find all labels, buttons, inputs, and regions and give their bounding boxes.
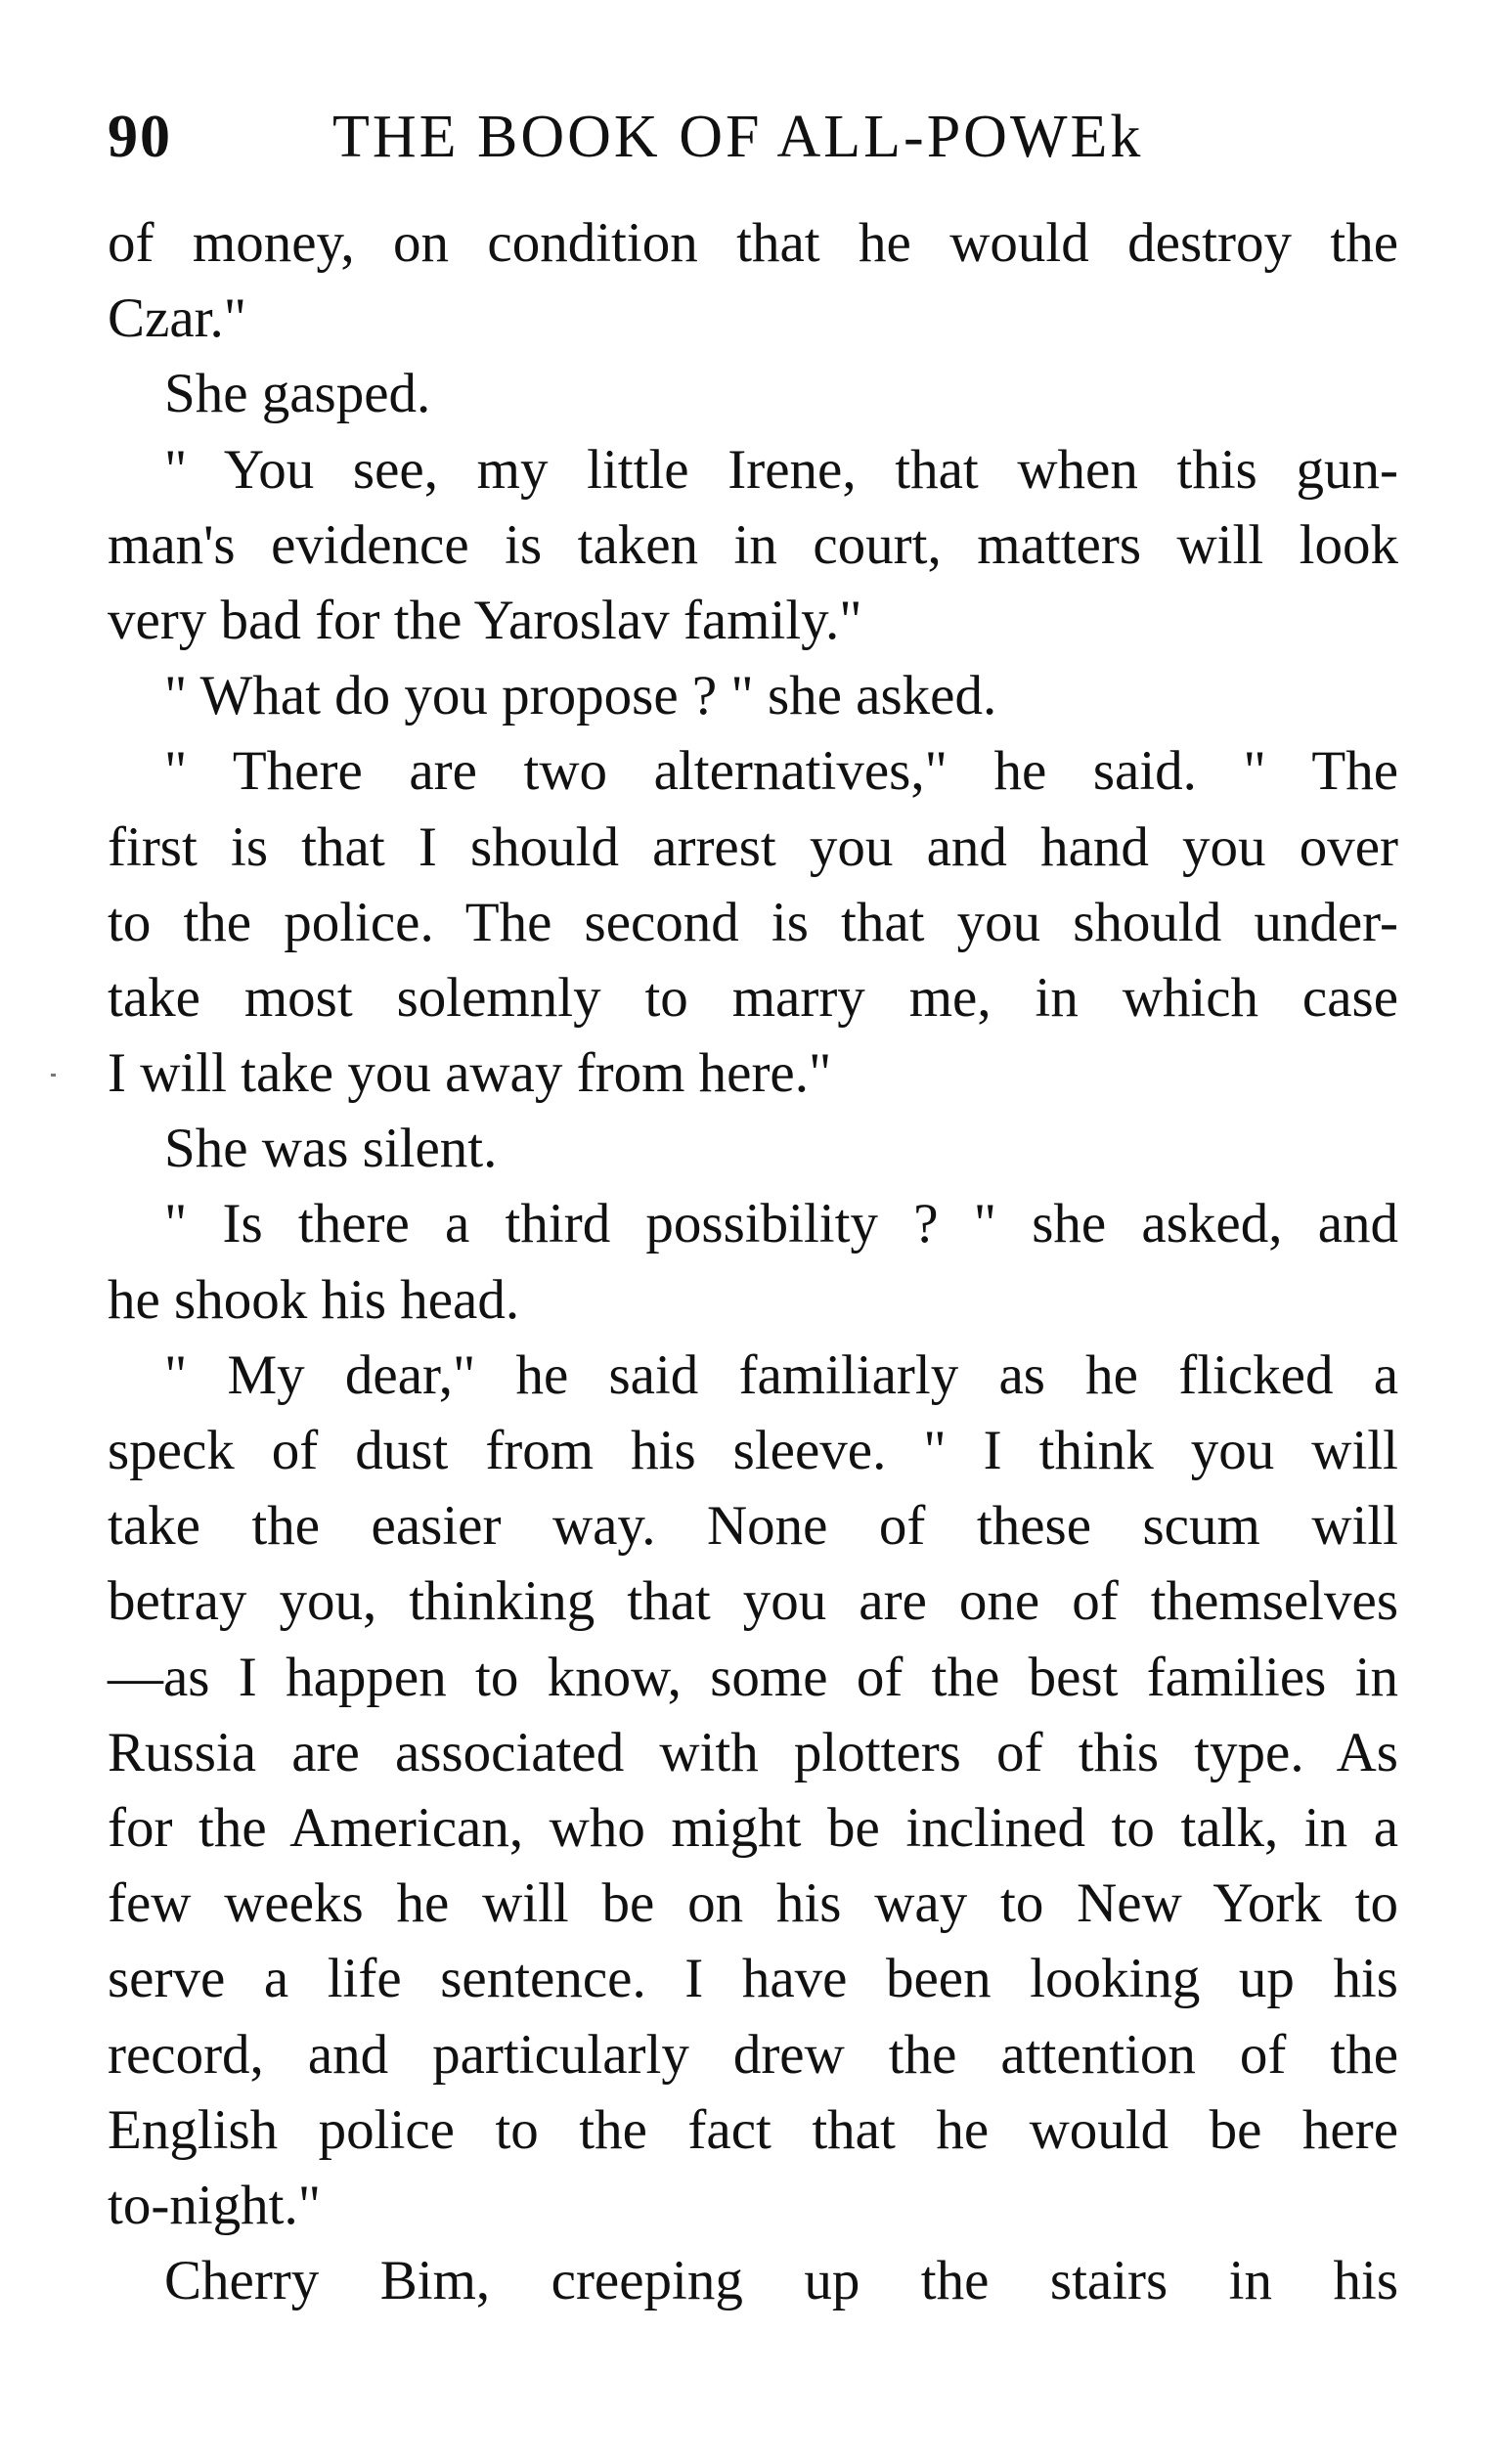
text-line: take most solemnly to marry me, in which case	[108, 966, 1398, 1029]
text-line: " My dear," he said familiarly as he flicked a	[164, 1343, 1398, 1406]
text-line: " Is there a third possibility ? " she asked, and	[164, 1193, 1398, 1255]
text-line: record, and particularly drew the attention of the	[108, 2023, 1398, 2086]
text-line: few weeks he will be on his way to New York to	[108, 1872, 1398, 1935]
body-text	[108, 205, 1398, 2318]
text-line: take the easier way. None of these scum will	[108, 1495, 1398, 1558]
running-head	[108, 98, 1398, 176]
text-line: Czar."	[108, 287, 246, 350]
text-line: for the American, who might be inclined to talk, in a	[108, 1796, 1398, 1859]
book-title: THE BOOK OF ALL-POWEk	[332, 104, 1144, 170]
text-line: " There are two alternatives," he said. " The	[164, 740, 1398, 803]
text-line: She was silent.	[164, 1118, 498, 1180]
text-line: Cherry Bim, creeping up the stairs in his	[164, 2250, 1398, 2312]
text-line: She gasped.	[164, 363, 431, 425]
text-line: " What do you propose ? " she asked.	[164, 665, 997, 727]
text-line: English police to the fact that he would be here	[108, 2098, 1398, 2161]
margin-mark	[51, 1074, 56, 1077]
text-line: he shook his head.	[108, 1268, 520, 1331]
text-line: man's evidence is taken in court, matters will look	[108, 513, 1398, 576]
text-line: very bad for the Yaroslav family."	[108, 589, 862, 651]
text-line: betray you, thinking that you are one of themselves	[108, 1570, 1398, 1633]
text-line: to the police. The second is that you should under-	[108, 891, 1398, 953]
text-line: —as I happen to know, some of the best families in	[108, 1646, 1398, 1708]
text-line: to-night."	[108, 2174, 322, 2236]
text-line: speck of dust from his sleeve. " I think you will	[108, 1420, 1398, 1481]
text-line: " You see, my little Irene, that when this gun-	[164, 438, 1398, 501]
text-line: of money, on condition that he would destroy the	[108, 212, 1398, 274]
text-line: Russia are associated with plotters of this type. As	[108, 1721, 1398, 1783]
page-number: 90	[108, 104, 172, 170]
text-line: first is that I should arrest you and hand you over	[108, 815, 1398, 878]
text-line: serve a life sentence. I have been looking up his	[108, 1948, 1398, 2010]
text-line: I will take you away from here."	[108, 1042, 832, 1105]
